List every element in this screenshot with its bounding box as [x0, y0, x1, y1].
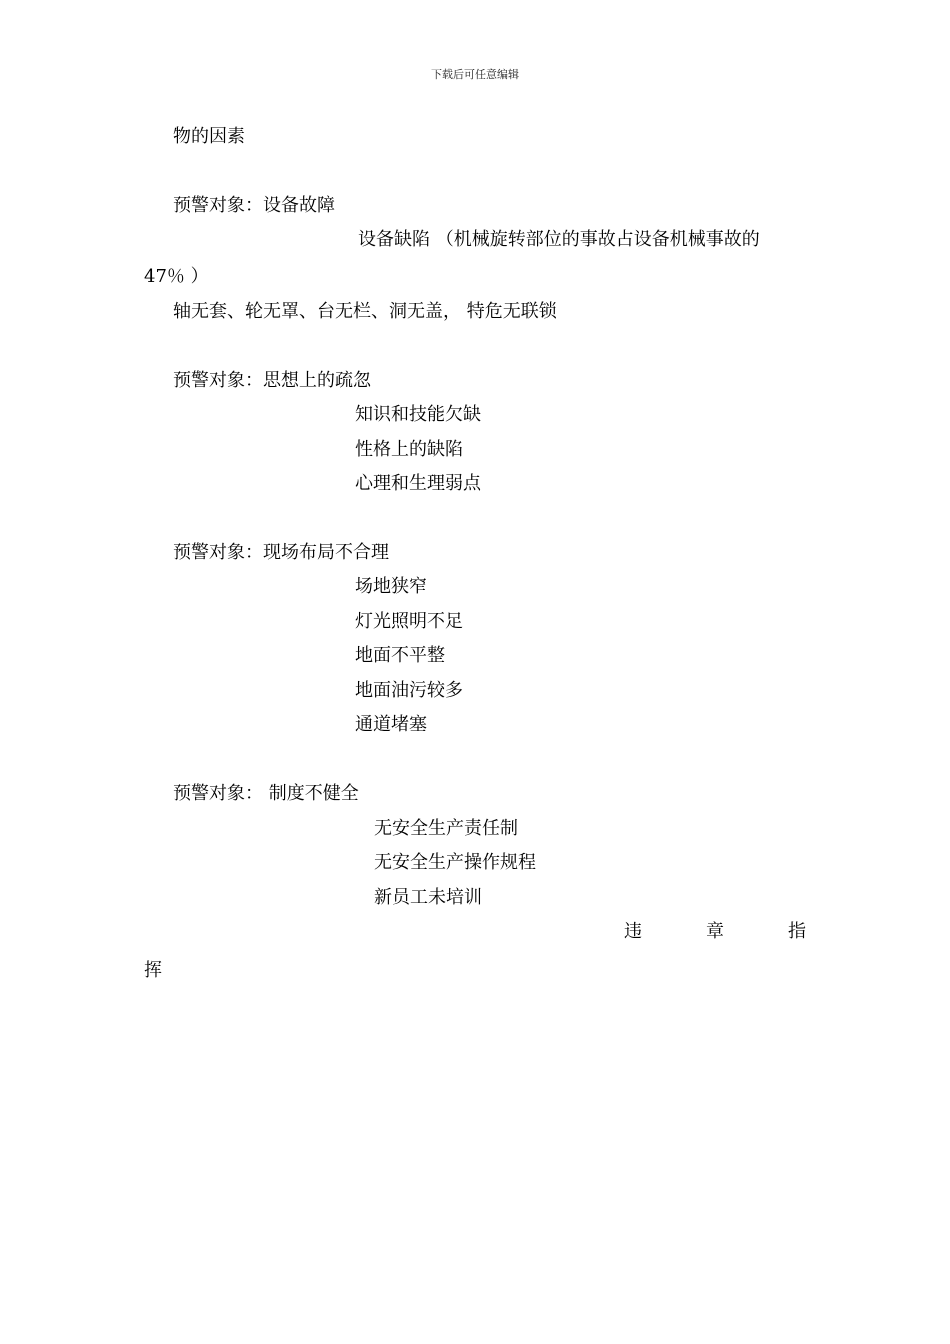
spread-char: 章: [706, 921, 724, 942]
list-item: 性格上的缺陷: [355, 439, 463, 460]
section-title: 物的因素: [173, 126, 245, 147]
list-item: 地面油污较多: [355, 680, 463, 701]
list-item: 地面不平整: [355, 645, 445, 666]
warning-heading-system: 预警对象： 制度不健全: [173, 783, 359, 804]
spread-char: 指: [788, 921, 806, 942]
list-item: 知识和技能欠缺: [355, 404, 481, 425]
guard-line: 轴无套、轮无罩、台无栏、洞无盖， 特危无联锁: [173, 301, 557, 322]
warning-heading-mindset: 预警对象：思想上的疏忽: [173, 370, 371, 391]
list-item: 通道堵塞: [355, 714, 427, 735]
defect-line-continued: 47％ ）: [144, 266, 209, 287]
defect-line: 设备缺陷 （机械旋转部位的事故占设备机械事故的: [358, 229, 760, 250]
warning-heading-layout: 预警对象：现场布局不合理: [173, 542, 389, 563]
list-item: 新员工未培训: [374, 887, 482, 908]
list-item: 无安全生产责任制: [374, 818, 518, 839]
list-item: 心理和生理弱点: [355, 473, 481, 494]
list-item: 无安全生产操作规程: [374, 852, 536, 873]
spread-text-continued: 挥: [144, 960, 162, 981]
page-header: 下载后可任意编辑: [431, 68, 519, 81]
list-item: 场地狭窄: [355, 576, 427, 597]
spread-char: 违: [624, 921, 642, 942]
warning-heading-equipment: 预警对象：设备故障: [173, 195, 335, 216]
list-item: 灯光照明不足: [355, 611, 463, 632]
spread-text-line: [624, 922, 806, 942]
